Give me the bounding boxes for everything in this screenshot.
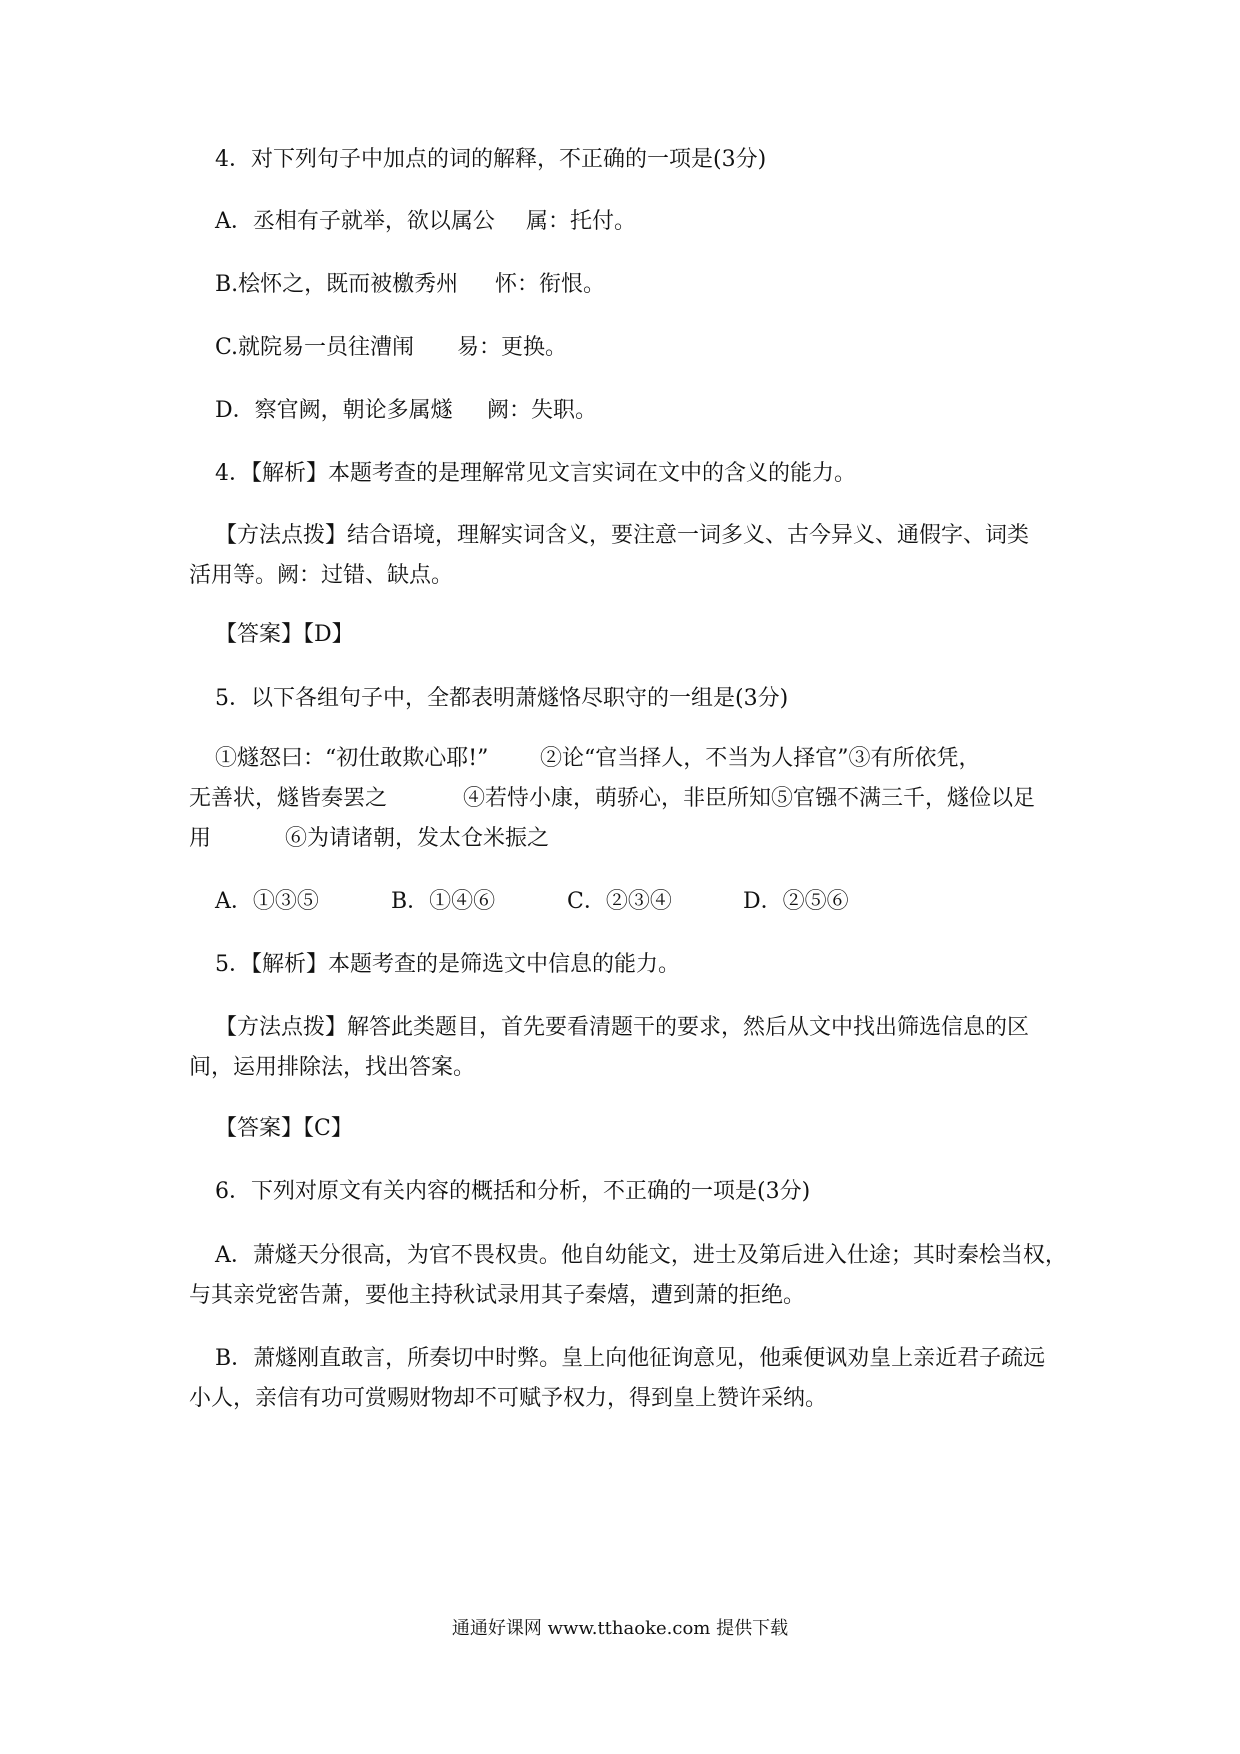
q6-option-a-line1: A．萧燧天分很高，为官不畏权贵。他自幼能文，进士及第后进入仕途；其时秦桧当权， — [215, 1243, 1067, 1268]
q4-option-b-sentence: B.桧怀之，既而被檄秀州 — [215, 272, 459, 297]
q4-option-b — [215, 268, 1095, 302]
q4-method-line1: 【方法点拨】结合语境，理解实词含义，要注意一词多义、古今异义、通假字、词类 — [215, 523, 1030, 548]
q6-option-b-line1: B．萧燧刚直敢言，所奏切中时弊。皇上向他征询意见，他乘便讽劝皇上亲近君子疏远 — [215, 1346, 1046, 1371]
q4-method-line2: 活用等。阙：过错、缺点。 — [189, 563, 454, 588]
q5-item-5-cont: 用 — [189, 826, 212, 851]
q4-option-d-sentence: D．察官阙，朝论多属燧 — [215, 398, 453, 423]
q5-items-line1 — [215, 742, 1095, 776]
q4-option-c-gloss: 易：更换。 — [457, 335, 568, 360]
q5-method-line2: 间，运用排除法，找出答案。 — [189, 1055, 476, 1080]
q4-option-a-sentence: A．丞相有子就举，欲以属公 — [215, 209, 495, 234]
q4-option-b-gloss: 怀：衔恨。 — [495, 272, 606, 297]
q4-answer: 【答案】【D】 — [215, 622, 354, 647]
q5-answer: 【答案】【C】 — [215, 1116, 353, 1141]
q5-stem: 5．以下各组句子中，全都表明萧燧恪尽职守的一组是(3分) — [215, 686, 789, 711]
q5-items-line3 — [189, 822, 1069, 856]
q5-items-4-5: ④若恃小康，萌骄心，非臣所知⑤官镪不满三千，燧俭以足 — [463, 786, 1036, 811]
q5-choice-c: C．②③④ — [567, 889, 672, 914]
q4-option-c-sentence: C.就院易一员往漕闱 — [215, 335, 415, 360]
q6-option-b-line2: 小人，亲信有功可赏赐财物却不可赋予权力，得到皇上赞许采纳。 — [189, 1386, 828, 1411]
q4-option-c — [215, 331, 1095, 365]
q5-item-1: ①燧怒曰：“初仕敢欺心耶!” — [215, 746, 489, 771]
q4-option-d-gloss: 阙：失职。 — [487, 398, 598, 423]
q6-option-a-line2: 与其亲党密告萧，要他主持秋试录用其子秦熺，遭到萧的拒绝。 — [189, 1283, 806, 1308]
q5-items-line2 — [189, 782, 1069, 816]
page-footer: 通通好课网 www.tthaoke.com 提供下载 — [451, 1618, 789, 1639]
q4-option-a — [215, 205, 1095, 239]
q6-stem: 6．下列对原文有关内容的概括和分析，不正确的一项是(3分) — [215, 1179, 811, 1204]
q5-items-2-3: ②论“官当择人，不当为人择官”③有所依凭， — [540, 746, 981, 771]
q5-choice-b: B．①④⑥ — [391, 889, 496, 914]
q4-option-a-gloss: 属：托付。 — [526, 209, 637, 234]
q4-analysis: 4．【解析】本题考查的是理解常见文言实词在文中的含义的能力。 — [215, 461, 856, 486]
q5-item-3-cont: 无善状，燧皆奏罢之 — [189, 786, 388, 811]
q5-method-line1: 【方法点拨】解答此类题目，首先要看清题干的要求，然后从文中找出筛选信息的区 — [215, 1015, 1030, 1040]
q4-option-d — [215, 394, 1095, 428]
q5-choices — [215, 885, 1095, 919]
q5-choice-a: A．①③⑤ — [215, 889, 319, 914]
q5-choice-d: D．②⑤⑥ — [743, 889, 849, 914]
q5-item-6: ⑥为请诸朝，发太仓米振之 — [285, 826, 550, 851]
q4-stem: 4．对下列句子中加点的词的解释，不正确的一项是(3分) — [215, 147, 767, 172]
q5-analysis: 5．【解析】本题考查的是筛选文中信息的能力。 — [215, 952, 680, 977]
